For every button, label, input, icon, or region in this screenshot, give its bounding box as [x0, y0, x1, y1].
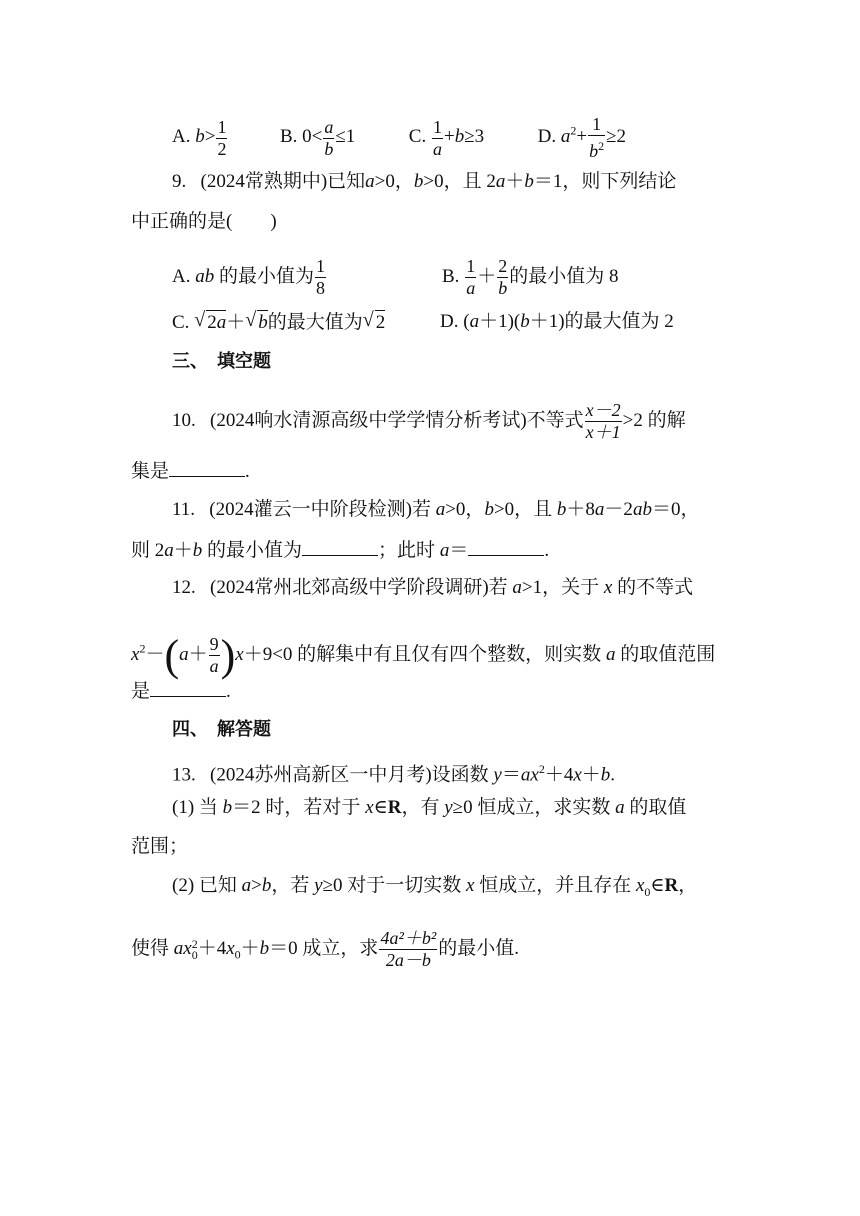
question-number: 12.	[172, 577, 196, 598]
question-number: 10.	[172, 409, 196, 431]
answer-blank[interactable]	[150, 678, 226, 697]
q12-line2: $x^2-(a+$ $\frac{9}{a}$ )x＋9<0 的解集中有且仅有四个整数，则实数 a 的取值范围	[131, 630, 716, 680]
q8-option-d: D. $a^2+$ $\frac{1}{b^2}$ ≥2	[537, 114, 627, 161]
q9-option-a: A. ab 的最小值为 $\frac{1}{8}$	[172, 256, 325, 298]
q8-option-a: A. b> $\frac{1}{2}$	[172, 116, 227, 159]
q8-option-c: C. $\frac{1}{a}$ +b≥3	[408, 116, 485, 159]
q12-line1: 12. (2024常州北郊高级中学阶段调研)若 a>1，关于 x 的不等式	[172, 577, 694, 598]
q9-option-c: C. √ 2a＋√ b的最大值为√ 2	[172, 310, 385, 335]
section-heading-fill-blank: 三、 填空题	[172, 351, 271, 372]
q11-line1: 11. (2024灌云一中阶段检测)若 a>0，b>0，且 b＋8a－2ab＝0，	[172, 499, 700, 520]
question-source: (2024响水清源高级中学学情分析考试)	[210, 409, 527, 431]
q12-line3: 是 .	[131, 678, 231, 704]
q8-option-b: B. 0< $\frac{a}{b}$ ≤1	[279, 116, 356, 159]
q9-option-b: B. $\frac{1}{a}$ ＋ $\frac{2}{b}$ 的最小值为 8	[442, 256, 619, 298]
q13-stem: 13. (2024苏州高新区一中月考)设函数 $y=ax^2+4x+b$.	[172, 762, 616, 786]
q13-part2-line1: (2) 已知 a>b，若 y≥0 对于一切实数 x 恒成立，并且存在 $x_0\in R$，	[172, 875, 698, 899]
q10-line2: 集是 .	[131, 458, 250, 484]
q10-line1: 10. (2024响水清源高级中学学情分析考试)不等式 $\frac{x-2}{x+1}$ >2 的解	[172, 400, 686, 442]
q9-option-d: D. (a＋1)(b＋1)的最大值为 2	[440, 311, 674, 332]
question-source: (2024苏州高新区一中月考)	[210, 764, 432, 786]
q13-part1-line1: (1) 当 b＝2 时，若对于 x∈R，有 y≥0 恒成立，求实数 a 的取值	[172, 797, 687, 818]
answer-blank[interactable]	[468, 537, 544, 556]
q9-stem-line1: 9. (2024常熟期中)已知a>0，b>0，且 2a＋b＝1，则下列结论	[172, 171, 677, 192]
question-number: 11.	[172, 499, 196, 520]
section-heading-answer: 四、 解答题	[172, 719, 271, 740]
q11-line2: 则 2a＋b 的最小值为 ；此时 a＝ .	[131, 537, 549, 563]
q8-options-row	[172, 114, 626, 162]
q13-part2-line2: 使得 ax 2 0 $+4x_0+b=0$ 成立，求 $\frac{\text{4a²＋b²}}{2a-b}$ 的最小值.	[131, 928, 519, 970]
answer-blank[interactable]	[302, 537, 378, 556]
q13-part1-line2: 范围；	[131, 836, 189, 857]
question-number: 9.	[172, 171, 187, 192]
question-source: (2024常州北郊高级中学阶段调研)	[210, 577, 489, 598]
question-number: 13.	[172, 764, 196, 786]
q9-stem-line2: 中正确的是( )	[131, 211, 277, 232]
question-source: (2024灌云一中阶段检测)	[209, 499, 412, 520]
answer-blank[interactable]	[169, 458, 245, 477]
question-source: (2024常熟期中)	[200, 171, 328, 192]
